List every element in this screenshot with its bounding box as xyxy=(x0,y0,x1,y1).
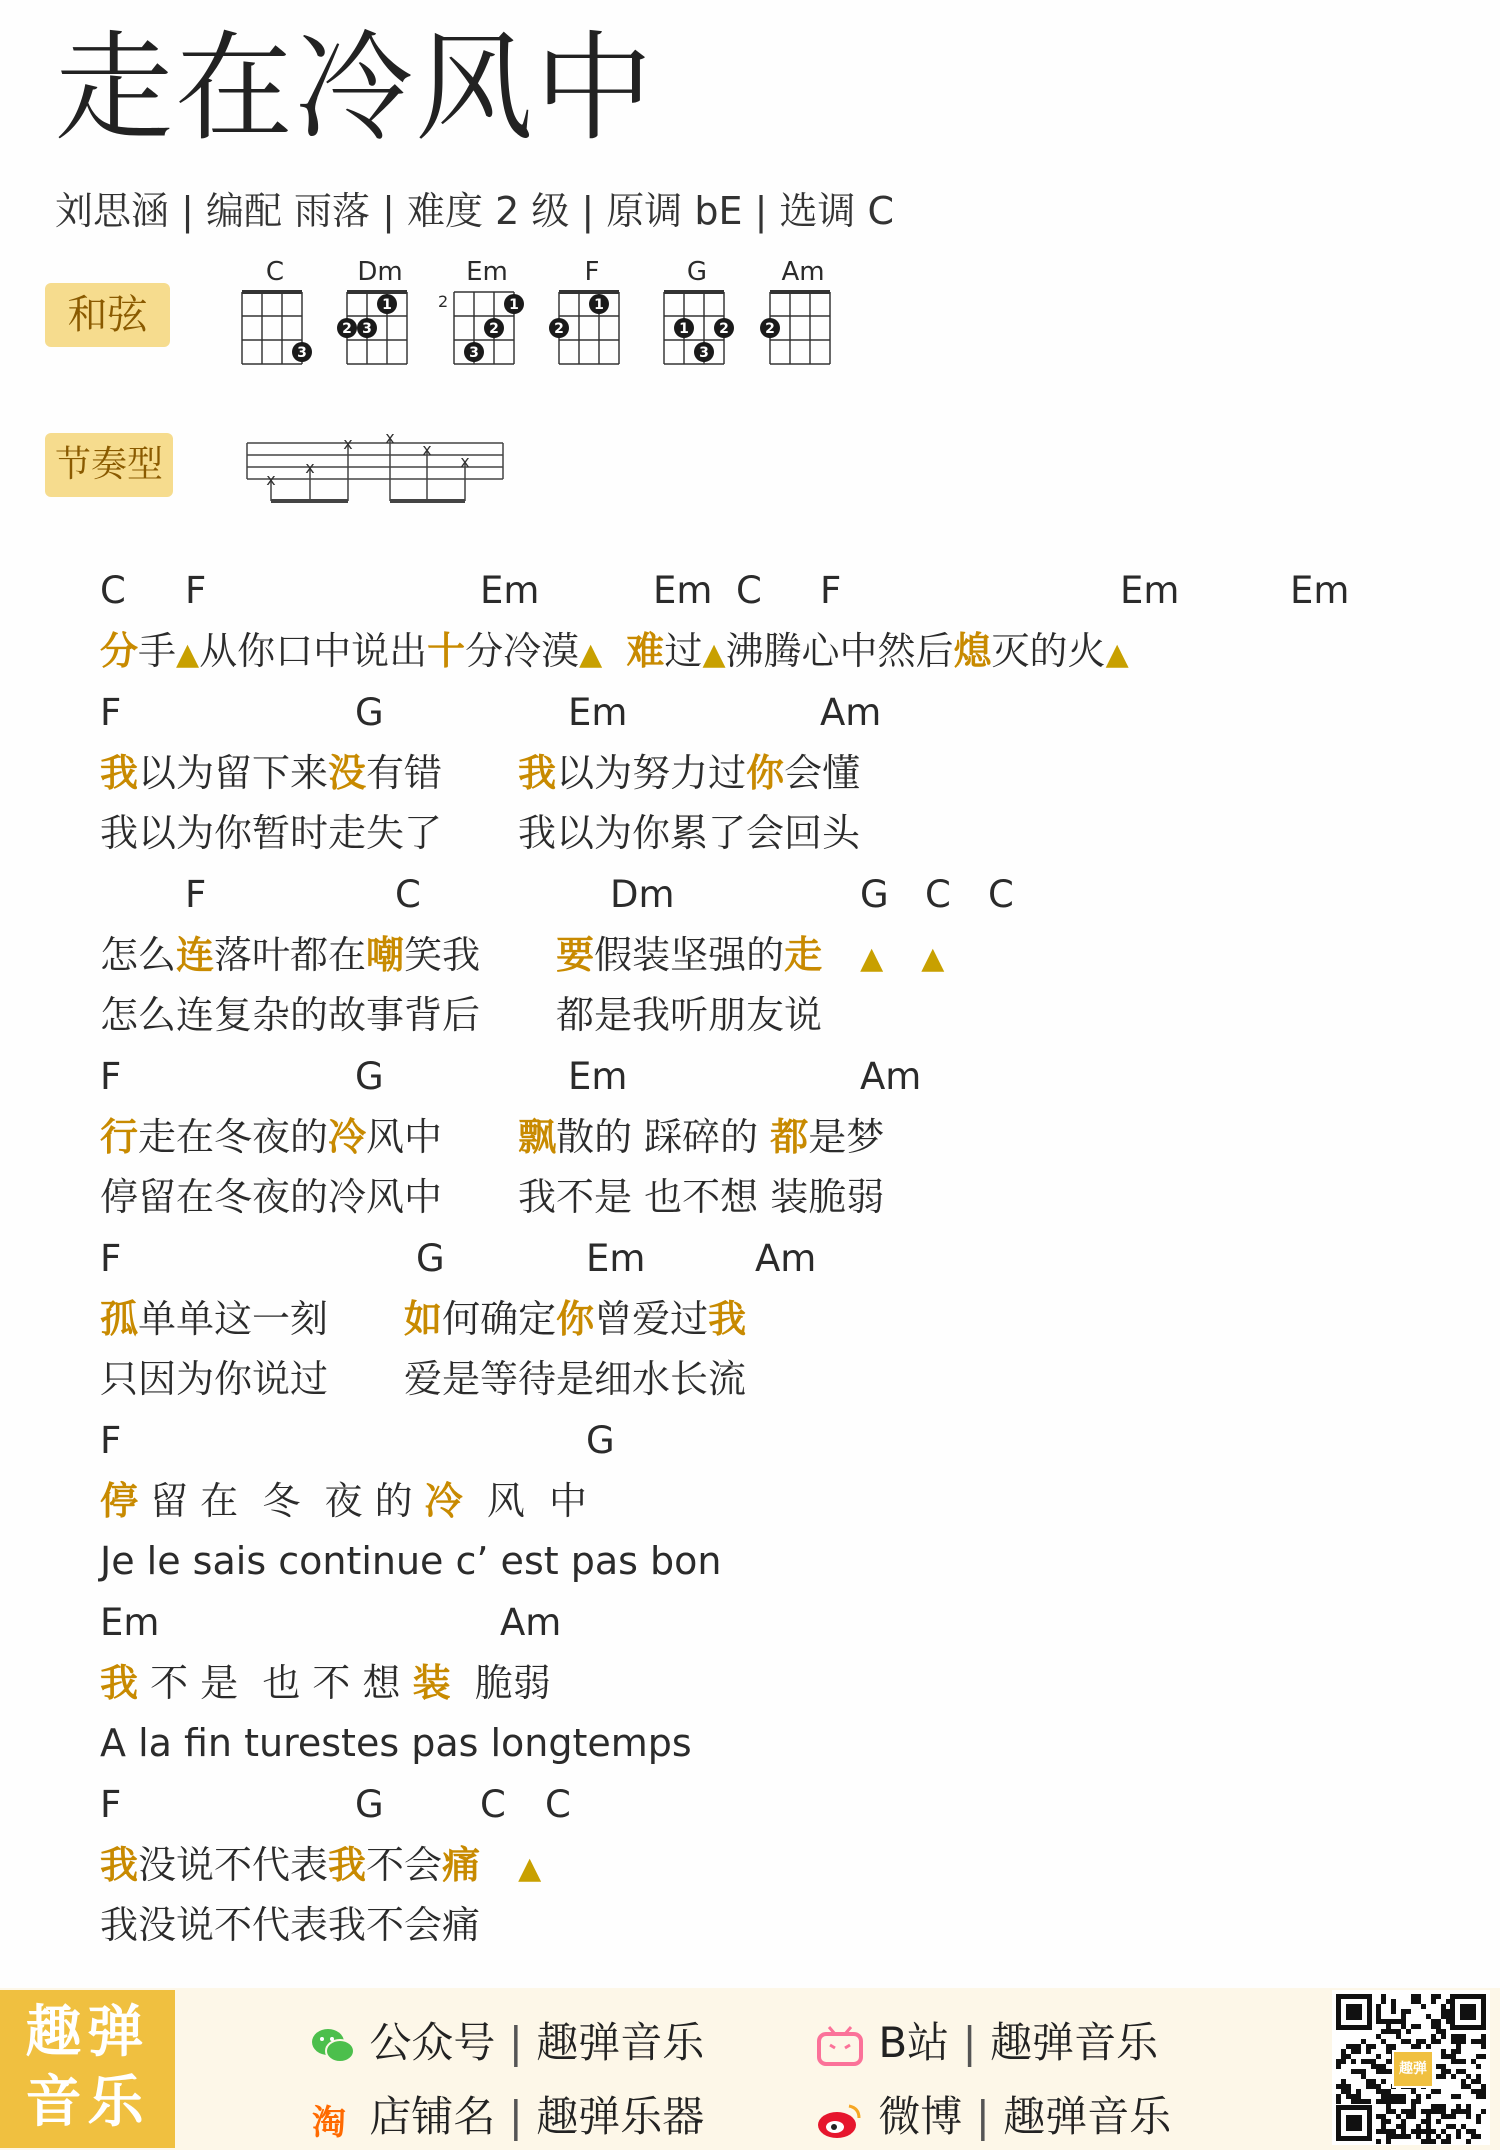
highlighted-lyric: 冷 xyxy=(328,1115,367,1159)
lyric-text: 脆弱 xyxy=(450,1661,551,1705)
chord-symbol: C xyxy=(736,569,762,612)
lyric-line xyxy=(100,810,860,856)
finger-dot xyxy=(760,318,780,338)
lyric-text: 分冷漠 xyxy=(465,629,580,673)
lyric-line xyxy=(100,1720,692,1766)
lyric-line xyxy=(100,750,860,796)
lyric-text: 手 xyxy=(138,629,177,673)
highlighted-lyric: 连 xyxy=(176,933,215,977)
highlighted-lyric: 我 xyxy=(100,1843,139,1887)
lyric-line xyxy=(100,1114,884,1160)
lyric-text: 怎么连复杂的故事背后 xyxy=(100,993,481,1037)
chord-symbol: C xyxy=(395,873,421,916)
highlighted-lyric: 都 xyxy=(770,1115,809,1159)
chord-grid xyxy=(554,284,625,380)
svg-text:3: 3 xyxy=(362,321,372,337)
lyric-text: 以为努力过 xyxy=(556,751,747,795)
chord-symbol: C xyxy=(100,569,126,612)
svg-text:x: x xyxy=(422,440,432,459)
weibo-label: 微博 xyxy=(878,2092,963,2141)
chord-symbol: Dm xyxy=(610,873,675,916)
highlighted-lyric: 难 xyxy=(626,629,665,673)
highlighted-lyric: 十 xyxy=(427,629,466,673)
svg-text:2: 2 xyxy=(554,321,564,337)
chord-symbol: F xyxy=(185,569,207,612)
lyric-text: 有错 xyxy=(366,751,443,795)
separator: | xyxy=(962,2018,977,2067)
lyric-text: 停留在冬夜的冷风中 xyxy=(100,1175,443,1219)
weibo-row xyxy=(815,2084,1171,2144)
triangle-marker-icon: ▲ xyxy=(860,941,884,976)
lyric-text: 我不是 也不想 装脆弱 xyxy=(518,1175,885,1219)
lyric-line xyxy=(100,1296,746,1342)
lyric-line xyxy=(100,992,822,1038)
finger-dot xyxy=(694,342,714,362)
highlighted-lyric: 走 xyxy=(784,933,823,977)
svg-text:淘: 淘 xyxy=(312,2102,346,2143)
finger-dot xyxy=(674,318,694,338)
bilibili-value: 趣弹音乐 xyxy=(990,2018,1159,2067)
weibo-value: 趣弹音乐 xyxy=(1003,2092,1172,2141)
chord-symbol: Em xyxy=(100,1601,160,1644)
lyric-text: 留 在 冬 夜 的 xyxy=(138,1479,425,1523)
lyric-text: 是梦 xyxy=(808,1115,885,1159)
chord-diagram-name: G xyxy=(686,257,708,287)
highlighted-lyric: 如 xyxy=(404,1297,443,1341)
highlighted-lyric: 装 xyxy=(412,1661,451,1705)
lyric-text: 我以为你累了会回头 xyxy=(518,811,861,855)
chord-diagram-name: Dm xyxy=(357,257,403,287)
chord-symbol: C xyxy=(988,873,1014,916)
lyric-text: 假装坚强的 xyxy=(594,933,785,977)
lyric-text xyxy=(328,1297,404,1341)
finger-dot xyxy=(484,318,504,338)
lyric-text: 我以为你暂时走失了 xyxy=(100,811,443,855)
svg-text:1: 1 xyxy=(509,297,519,313)
chord-diagram-name: C xyxy=(265,257,285,287)
chord-diagram-name: Em xyxy=(466,257,508,287)
chord-grid xyxy=(240,284,308,380)
bilibili-row xyxy=(815,2010,1158,2070)
chord-symbol: F xyxy=(100,1055,122,1098)
highlighted-lyric: 嘲 xyxy=(366,933,405,977)
chord-diagram-f xyxy=(554,257,627,378)
chord-symbol: Am xyxy=(820,691,882,734)
wechat-label: 公众号 xyxy=(369,2018,496,2067)
rhythm-badge: 节奏型 xyxy=(45,433,173,497)
chord-symbol: F xyxy=(100,1783,122,1826)
lyric-text: A la fin turestes pas longtemps xyxy=(100,1721,692,1765)
lyric-text: 风中 xyxy=(366,1115,443,1159)
lyric-line xyxy=(100,1174,884,1220)
footer xyxy=(0,1988,1500,2150)
finger-dot xyxy=(589,294,609,314)
lyric-line xyxy=(100,1478,587,1524)
chord-symbol: Em xyxy=(568,691,628,734)
taobao-row xyxy=(310,2084,704,2144)
lyric-text: 没说不代表 xyxy=(138,1843,329,1887)
lyric-text: 笑我 xyxy=(404,933,481,977)
chord-grid xyxy=(342,284,413,380)
lyric-line xyxy=(100,1356,746,1402)
lyric-text: 沸腾心中然后 xyxy=(725,629,954,673)
triangle-marker-icon: ▲ xyxy=(702,637,726,672)
chord-diagram-am xyxy=(765,257,838,378)
svg-text:1: 1 xyxy=(382,297,392,313)
highlighted-lyric: 冷 xyxy=(424,1479,463,1523)
lyric-text xyxy=(442,1175,518,1219)
finger-dot xyxy=(377,294,397,314)
lyric-text: 单单这一刻 xyxy=(138,1297,329,1341)
svg-text:3: 3 xyxy=(297,345,307,361)
svg-text:x: x xyxy=(343,434,353,453)
finger-dot xyxy=(504,294,524,314)
lyric-text: 散的 踩碎的 xyxy=(556,1115,771,1159)
lyric-text xyxy=(480,1843,518,1887)
lyric-text xyxy=(480,993,556,1037)
chord-symbol: F xyxy=(185,873,207,916)
lyric-text xyxy=(442,1115,518,1159)
wechat-icon xyxy=(310,2026,356,2066)
chord-symbol: Em xyxy=(568,1055,628,1098)
highlighted-lyric: 行 xyxy=(100,1115,139,1159)
chords-badge: 和弦 xyxy=(45,283,170,347)
finger-dot xyxy=(292,342,312,362)
chord-diagram-dm xyxy=(342,257,415,378)
lyric-text: 走在冬夜的 xyxy=(138,1115,329,1159)
lyric-text: 过 xyxy=(664,629,703,673)
chord-symbol: Em xyxy=(1120,569,1180,612)
highlighted-lyric: 你 xyxy=(746,751,785,795)
svg-text:x: x xyxy=(385,428,395,447)
lyric-text xyxy=(442,751,518,795)
highlighted-lyric: 熄 xyxy=(953,629,992,673)
lyric-text: 曾爱过 xyxy=(594,1297,709,1341)
triangle-marker-icon: ▲ xyxy=(518,1851,542,1886)
chord-symbol: F xyxy=(820,569,842,612)
finger-dot xyxy=(337,318,357,338)
chord-symbol: G xyxy=(355,1055,384,1098)
svg-text:x: x xyxy=(305,458,315,477)
qr-badge: 趣弹 xyxy=(1392,2050,1434,2088)
lyric-text xyxy=(480,933,556,977)
chord-diagram-g xyxy=(662,258,732,378)
chord-grid xyxy=(452,284,520,380)
weibo-icon xyxy=(815,2100,865,2140)
highlighted-lyric: 我 xyxy=(100,751,139,795)
svg-text:1: 1 xyxy=(679,321,689,337)
chord-symbol: Em xyxy=(586,1237,646,1280)
lyric-text: 爱是等待是细水长流 xyxy=(404,1357,747,1401)
brand-logo xyxy=(0,1990,175,2148)
highlighted-lyric: 没 xyxy=(328,751,367,795)
chord-fret-position: 2 xyxy=(438,292,449,311)
lyric-text xyxy=(883,933,921,977)
lyric-line xyxy=(100,1842,541,1892)
bilibili-label: B站 xyxy=(878,2018,950,2067)
lyric-text: 落叶都在 xyxy=(214,933,367,977)
lyric-text: 灭的火 xyxy=(991,629,1106,673)
chord-symbol: Am xyxy=(860,1055,922,1098)
highlighted-lyric: 我 xyxy=(518,751,557,795)
highlighted-lyric: 我 xyxy=(328,1843,367,1887)
chord-symbol: C xyxy=(545,1783,571,1826)
lyric-text: 以为留下来 xyxy=(138,751,329,795)
svg-text:1: 1 xyxy=(594,297,604,313)
svg-text:2: 2 xyxy=(489,321,499,337)
taobao-label: 店铺名 xyxy=(369,2092,496,2141)
highlighted-lyric: 分 xyxy=(100,629,139,673)
triangle-marker-icon: ▲ xyxy=(1105,637,1129,672)
lyric-text xyxy=(442,811,518,855)
lyric-text: 都是我听朋友说 xyxy=(556,993,823,1037)
chord-symbol: G xyxy=(416,1237,445,1280)
svg-text:3: 3 xyxy=(469,345,479,361)
logo-line-1: 趣弹 xyxy=(25,2000,150,2065)
finger-dot xyxy=(464,342,484,362)
lyric-line xyxy=(100,1538,721,1584)
lyric-text: 只因为你说过 xyxy=(100,1357,329,1401)
chord-symbol: F xyxy=(100,691,122,734)
chord-symbol: Am xyxy=(500,1601,562,1644)
lyric-text: 我没说不代表我不会痛 xyxy=(100,1903,481,1947)
chord-symbol: Em xyxy=(480,569,540,612)
chord-grid xyxy=(765,284,836,380)
lyric-text: 会懂 xyxy=(784,751,861,795)
logo-line-2: 音乐 xyxy=(25,2070,150,2135)
song-meta: 刘思涵 | 编配 雨落 | 难度 2 级 | 原调 bE | 选调 C xyxy=(55,189,895,233)
separator: | xyxy=(975,2092,990,2141)
lyric-text: Je le sais continue c’ est pas bon xyxy=(100,1539,722,1583)
svg-text:2: 2 xyxy=(342,321,352,337)
chord-symbol: G xyxy=(355,691,384,734)
svg-text:x: x xyxy=(266,470,276,489)
qr-code xyxy=(1332,1990,1490,2145)
rhythm-pattern xyxy=(245,428,510,513)
svg-text:2: 2 xyxy=(719,321,729,337)
lyric-text: 怎么 xyxy=(100,933,177,977)
lyric-line xyxy=(100,1660,551,1706)
lyric-text xyxy=(328,1357,404,1401)
highlighted-lyric: 孤 xyxy=(100,1297,139,1341)
svg-text:x: x xyxy=(460,452,470,471)
wechat-row xyxy=(310,2010,704,2070)
svg-text:2: 2 xyxy=(765,321,775,337)
highlighted-lyric: 痛 xyxy=(442,1843,481,1887)
lyric-text: 不 是 也 不 想 xyxy=(138,1661,413,1705)
chord-symbol: F xyxy=(100,1237,122,1280)
lyric-text xyxy=(602,629,626,673)
chord-symbol: Em xyxy=(1290,569,1350,612)
taobao-value: 趣弹乐器 xyxy=(536,2092,705,2141)
chord-symbol: G xyxy=(586,1419,615,1462)
highlighted-lyric: 你 xyxy=(556,1297,595,1341)
svg-text:3: 3 xyxy=(699,345,709,361)
highlighted-lyric: 停 xyxy=(100,1479,139,1523)
separator: | xyxy=(508,2092,523,2141)
finger-dot xyxy=(357,318,377,338)
separator: | xyxy=(508,2018,523,2067)
bilibili-icon xyxy=(815,2025,865,2067)
highlighted-lyric: 飘 xyxy=(518,1115,557,1159)
lyric-text: 从你口中说出 xyxy=(199,629,428,673)
chord-diagram-name: Am xyxy=(781,257,825,287)
lyric-text: 何确定 xyxy=(442,1297,557,1341)
wechat-value: 趣弹音乐 xyxy=(536,2018,705,2067)
highlighted-lyric: 我 xyxy=(100,1661,139,1705)
chord-symbol: G xyxy=(860,873,889,916)
chord-symbol: Am xyxy=(755,1237,817,1280)
lyric-text: 不会 xyxy=(366,1843,443,1887)
triangle-marker-icon: ▲ xyxy=(579,637,603,672)
highlighted-lyric: 要 xyxy=(556,933,595,977)
lyric-line xyxy=(100,932,944,982)
chord-grid xyxy=(662,284,730,380)
chord-symbol: Em xyxy=(653,569,713,612)
chord-symbol: C xyxy=(925,873,951,916)
taobao-icon xyxy=(310,2100,356,2143)
lyric-text xyxy=(822,933,860,977)
chord-symbol: G xyxy=(355,1783,384,1826)
highlighted-lyric: 我 xyxy=(708,1297,747,1341)
lyric-line xyxy=(100,628,1129,678)
chord-diagram-name: F xyxy=(584,257,600,287)
chord-symbol: C xyxy=(480,1783,506,1826)
chord-symbol: F xyxy=(100,1419,122,1462)
finger-dot xyxy=(714,318,734,338)
lyric-line xyxy=(100,1902,480,1948)
triangle-marker-icon: ▲ xyxy=(176,637,200,672)
song-title: 走在冷风中 xyxy=(55,19,656,157)
chord-diagram-c xyxy=(240,258,310,378)
lyric-text: 风 中 xyxy=(462,1479,587,1523)
chord-diagram-em xyxy=(438,257,522,378)
triangle-marker-icon: ▲ xyxy=(921,941,945,976)
finger-dot xyxy=(549,318,569,338)
